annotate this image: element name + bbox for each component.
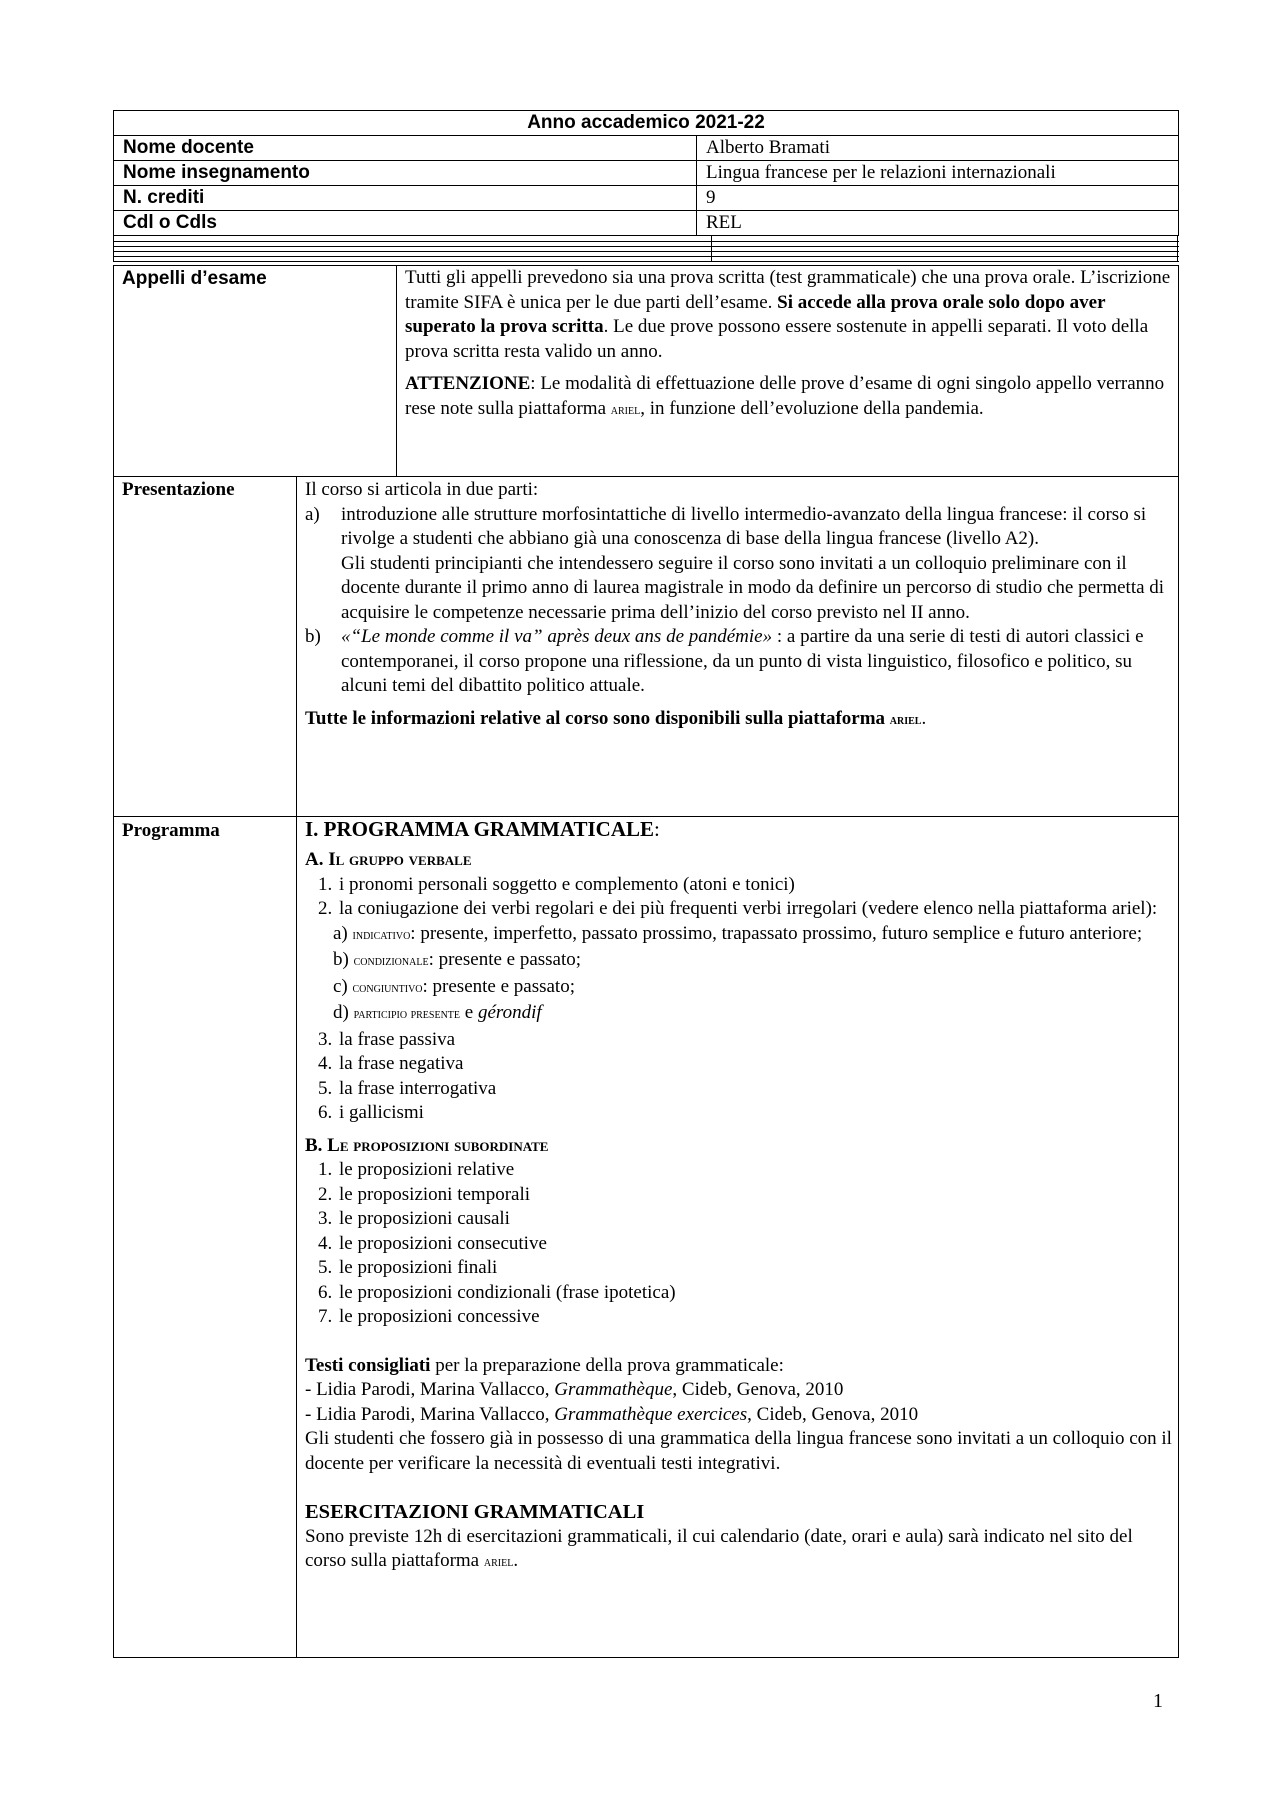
list-item: 5. la frase interrogativa	[337, 1077, 1175, 1102]
verb-group-list	[305, 873, 1175, 1126]
book-reference: - Lidia Parodi, Marina Vallacco, Grammathèque, Cideb, Genova, 2010	[305, 1379, 844, 1400]
section-a-heading: A. Il gruppo verbale	[305, 849, 472, 870]
programma-content	[305, 816, 1175, 1576]
sub-item: d) participio presente e gérondif	[333, 1002, 542, 1023]
list-item: 3. la frase passiva	[337, 1028, 1175, 1053]
list-item: 1. i pronomi personali soggetto e complemento (atoni e tonici)	[337, 873, 1175, 898]
subordinate-list	[305, 1158, 1175, 1330]
header-row	[114, 186, 1179, 211]
book-reference: - Lidia Parodi, Marina Vallacco, Grammathèque exercices, Cideb, Genova, 2010	[305, 1403, 919, 1425]
list-item: 7. le proposizioni concessive	[337, 1305, 1175, 1330]
presentazione-intro: Il corso si articola in due parti:	[305, 479, 539, 500]
presentazione-item-a: a) introduzione alle strutture morfosintattiche di livello intermedio-avanzato della lingua francese: il corso si rivolge a studenti che abbiano già una conoscenza di base della lingua francese (livello A2).	[305, 503, 1147, 549]
list-item: 6. le proposizioni condizionali (frase ipotetica)	[337, 1281, 1175, 1306]
header-label: Nome insegnamento	[114, 161, 697, 186]
testi-consigliati: Testi consigliati per la preparazione della prova grammaticale:	[305, 1354, 784, 1376]
header-row	[114, 161, 1179, 186]
sub-item: a) indicativo: presente, imperfetto, passato prossimo, trapassato prossimo, futuro semplice e futuro anteriore;	[333, 922, 1143, 944]
header-label: N. crediti	[114, 186, 697, 211]
list-item: 1. le proposizioni relative	[337, 1158, 1175, 1183]
presentazione-content	[305, 478, 1175, 733]
academic-year-title: Anno accademico 2021-22	[114, 111, 1179, 136]
appelli-paragraph: Tutti gli appelli prevedono sia una prova scritta (test grammaticale) che una prova orale. L’iscrizione tramite SIFA è unica per le due parti dell’esame. Si accede alla prova orale solo dopo aver superato la prova scritta. Le due prove possono essere sostenute in appelli separati. Il voto della prova scritta resta valido un anno.	[405, 267, 1171, 362]
header-label: Cdl o Cdls	[114, 211, 697, 236]
header-row	[114, 211, 1179, 236]
esercitazioni-heading: ESERCITAZIONI GRAMMATICALI	[305, 1501, 645, 1523]
list-item: 4. le proposizioni consecutive	[337, 1232, 1175, 1257]
list-item: 4. la frase negativa	[337, 1052, 1175, 1077]
programma-label: Programma	[122, 820, 220, 841]
list-item: 6. i gallicismi	[337, 1101, 1175, 1126]
appelli-content	[405, 266, 1173, 423]
header-value: Alberto Bramati	[697, 136, 1179, 161]
header-label: Nome docente	[114, 136, 697, 161]
course-header-table	[113, 110, 1179, 236]
header-value: 9	[697, 186, 1179, 211]
header-value: Lingua francese per le relazioni internazionali	[697, 161, 1179, 186]
presentazione-item-a-note: Gli studenti principianti che intendessero seguire il corso sono invitati a un colloquio preliminare con il docente durante il primo anno di laurea magistrale in modo da definire un percorso di studio che permetta di acquisire le competenze necessarie prima dell’inizio del corso previsto nel II anno.	[341, 552, 1165, 623]
list-item: 2. le proposizioni temporali	[337, 1183, 1175, 1208]
list-item: 3. le proposizioni causali	[337, 1207, 1175, 1232]
appelli-label: Appelli d’esame	[122, 268, 267, 289]
grammar-note: Gli studenti che fossero già in possesso di una grammatica della lingua francese sono invitati a un colloquio con il docente per verificare la necessità di eventuali testi integrativi.	[305, 1428, 1172, 1474]
header-row	[114, 136, 1179, 161]
presentazione-item-b: b) «“Le monde comme il va” après deux ans de pandémie» : a partire da una serie di testi di autori classici e contemporanei, il corso propone una riflessione, da un punto di vista linguistico, filosofico e politico, su alcuni temi del dibattito politico attuale.	[305, 626, 1144, 696]
sub-item: b) condizionale: presente e passato;	[333, 949, 582, 970]
column-divider	[296, 476, 297, 817]
presentazione-label: Presentazione	[122, 479, 235, 500]
column-divider	[396, 265, 397, 477]
list-item: 5. le proposizioni finali	[337, 1256, 1175, 1281]
esercitazioni-text: Sono previste 12h di esercitazioni grammaticali, il cui calendario (date, orari e aula) sarà indicato nel sito del corso sulla piattaforma ariel.	[305, 1525, 1133, 1571]
column-divider	[296, 816, 297, 1658]
list-item: 2. la coniugazione dei verbi regolari e dei più frequenti verbi irregolari (vedere elenco nella piattaforma ariel): a) indicativo: presente, imperfetto, passato prossimo, trapassato prossimo, futuro semplice e futuro anteriore; b) condizionale: presente e passato; c) congiuntivo: presente e passato; d) participio presente e gérondif	[337, 897, 1175, 1028]
sub-item: c) congiuntivo: presente e passato;	[333, 975, 575, 997]
section-b-heading: B. Le proposizioni subordinate	[305, 1134, 549, 1156]
presentazione-final-note: Tutte le informazioni relative al corso sono disponibili sulla piattaforma ariel.	[305, 707, 927, 729]
programma-heading: I. PROGRAMMA GRAMMATICALE:	[305, 817, 660, 841]
appelli-warning: ATTENZIONE: Le modalità di effettuazione delle prove d’esame di ogni singolo appello verranno rese note sulla piattaforma ariel, in funzione dell’evoluzione della pandemia.	[405, 373, 1165, 419]
header-value: REL	[697, 211, 1179, 236]
page-number: 1	[1153, 1690, 1163, 1712]
